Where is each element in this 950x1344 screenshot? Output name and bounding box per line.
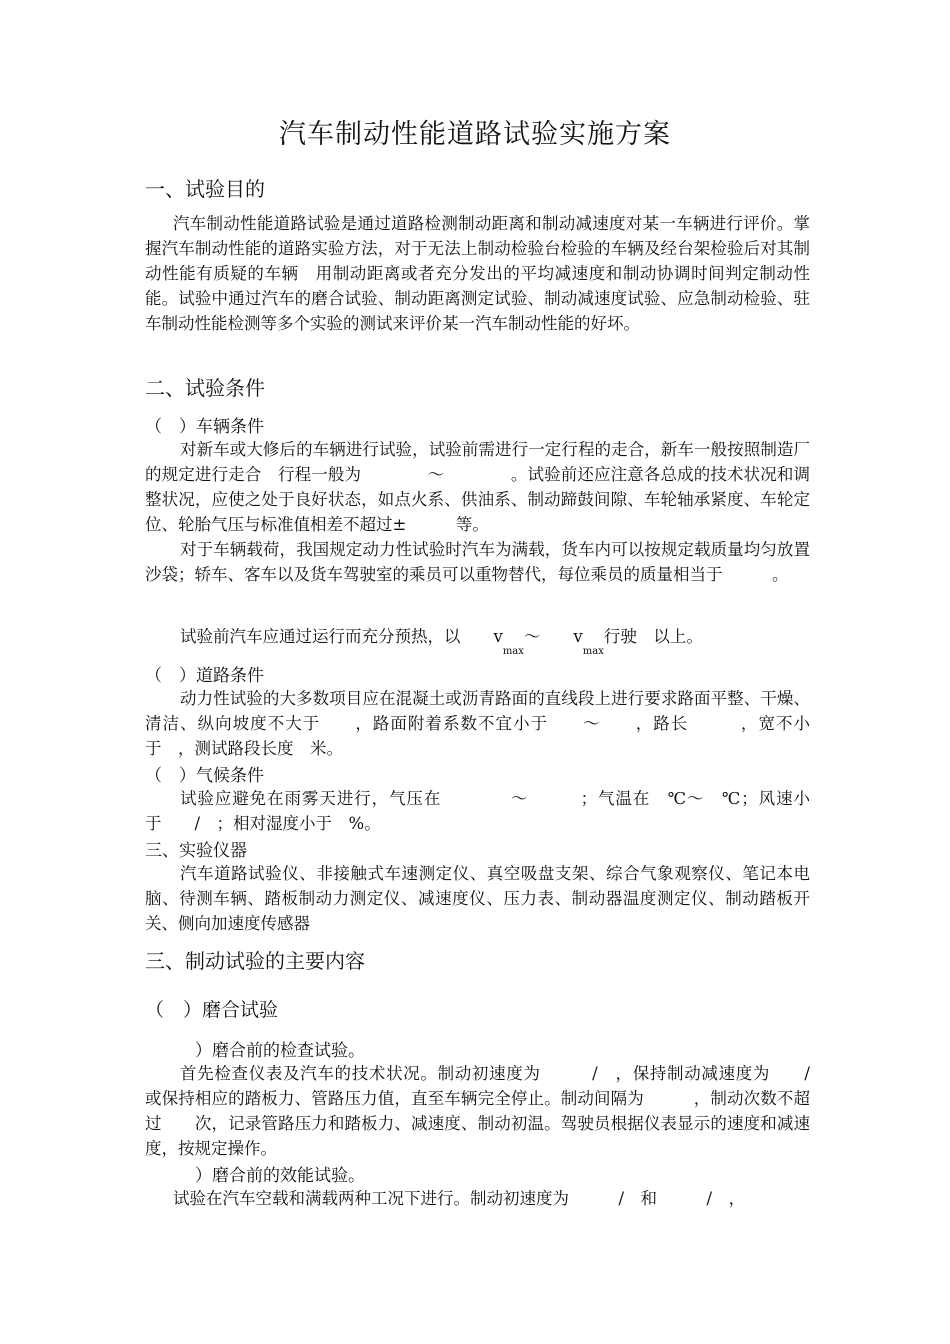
road-conditions-paragraph: 动力性试验的大多数项目应在混凝土或沥青路面的直线段上进行要求路面平整、干燥、清洁、纵向坡度不大于 ，路面附着系数不宜小于 ～ ，路长 ，宽不小于 ，测试路段长度 米。 [145, 689, 810, 758]
preheat-text-b: ～ v [523, 627, 583, 646]
weather-conditions-heading: （ ）气候条件 [145, 766, 264, 786]
preheat-text-a: 试验前汽车应通过运行而充分预热，以 v [180, 627, 503, 646]
preheat-line [180, 623, 845, 657]
vehicle-conditions-heading: （ ）车辆条件 [145, 417, 264, 437]
pre-efficiency-paragraph: 试验在汽车空载和满载两种工况下进行。制动初速度为 / 和 / ， [173, 1189, 746, 1208]
instruments-heading: 三、实验仪器 [145, 841, 247, 861]
document-title: 汽车制动性能道路试验实施方案 [279, 119, 671, 150]
pre-efficiency-heading: ）磨合前的效能试验。 [195, 1166, 365, 1186]
instruments-paragraph: 汽车道路试验仪、非接触式车速测定仪、真空吸盘支架、综合气象观察仪、笔记本电脑、待测车辆、踏板制动力测定仪、减速度仪、压力表、制动器温度测定仪、制动踏板开关、侧向加速度传感器 [145, 864, 810, 933]
section-heading-conditions: 二、试验条件 [145, 376, 265, 400]
section-heading-main-content: 三、制动试验的主要内容 [145, 949, 365, 973]
section-heading-purpose: 一、试验目的 [145, 177, 265, 201]
pre-check-paragraph: 首先检查仪表及汽车的技术状况。制动初速度为 / ，保持制动减速度为 / 或保持相应的踏板力、管路压力值，直至车辆完全停止。制动间隔为 ，制动次数不超过 次，记录管路压力和踏板力、减速度、制动初温。驾驶员根据仪表显示的速度和减速度，按规定操作。 [145, 1064, 827, 1158]
vehicle-conditions-paragraph: 对新车或大修后的车辆进行试验，试验前需进行一定行程的走合，新车一般按照制造厂的规定进行走合 行程一般为 ～ 。试验前还应注意各总成的技术状况和调整状况，应使之处于良好状态，如点火系、供油系、制动蹄鼓间隙、车轮轴承紧度、车轮定位、轮胎气压与标准值相差不超过± 等。 [145, 440, 810, 534]
preheat-text-c: 行驶 以上。 [603, 627, 703, 646]
vehicle-load-paragraph: 对于车辆载荷，我国规定动力性试验时汽车为满载，货车内可以按规定载质量均匀放置沙袋；轿车、客车以及货车驾驶室的乘员可以重物替代，每位乘员的质量相当于 。 [145, 540, 810, 584]
pre-check-heading: ）磨合前的检查试验。 [195, 1041, 365, 1061]
weather-conditions-paragraph: 试验应避免在雨雾天进行，气压在 ～ ；气温在 ℃～ ℃；风速小于 / ；相对湿度小于 %。 [145, 789, 810, 833]
preheat-subscript-2: max [582, 646, 604, 657]
road-conditions-heading: （ ）道路条件 [145, 666, 264, 686]
breakin-test-heading: （ ）磨合试验 [145, 999, 279, 1021]
purpose-paragraph: 汽车制动性能道路试验是通过道路检测制动距离和制动减速度对某一车辆进行评价。掌握汽车制动性能的道路实验方法，对于无法上制动检验台检验的车辆及经台架检验后对其制动性能有质疑的车辆 用制动距离或者充分发出的平均减速度和制动协调时间判定制动性能。试验中通过汽车的磨合试验、制动距离测定试验、制动减速度试验、应急制动检验、驻车制动性能检测等多个实验的测试来评价某一汽车制动性能的好坏。 [145, 214, 810, 333]
preheat-subscript-1: max [502, 646, 524, 657]
